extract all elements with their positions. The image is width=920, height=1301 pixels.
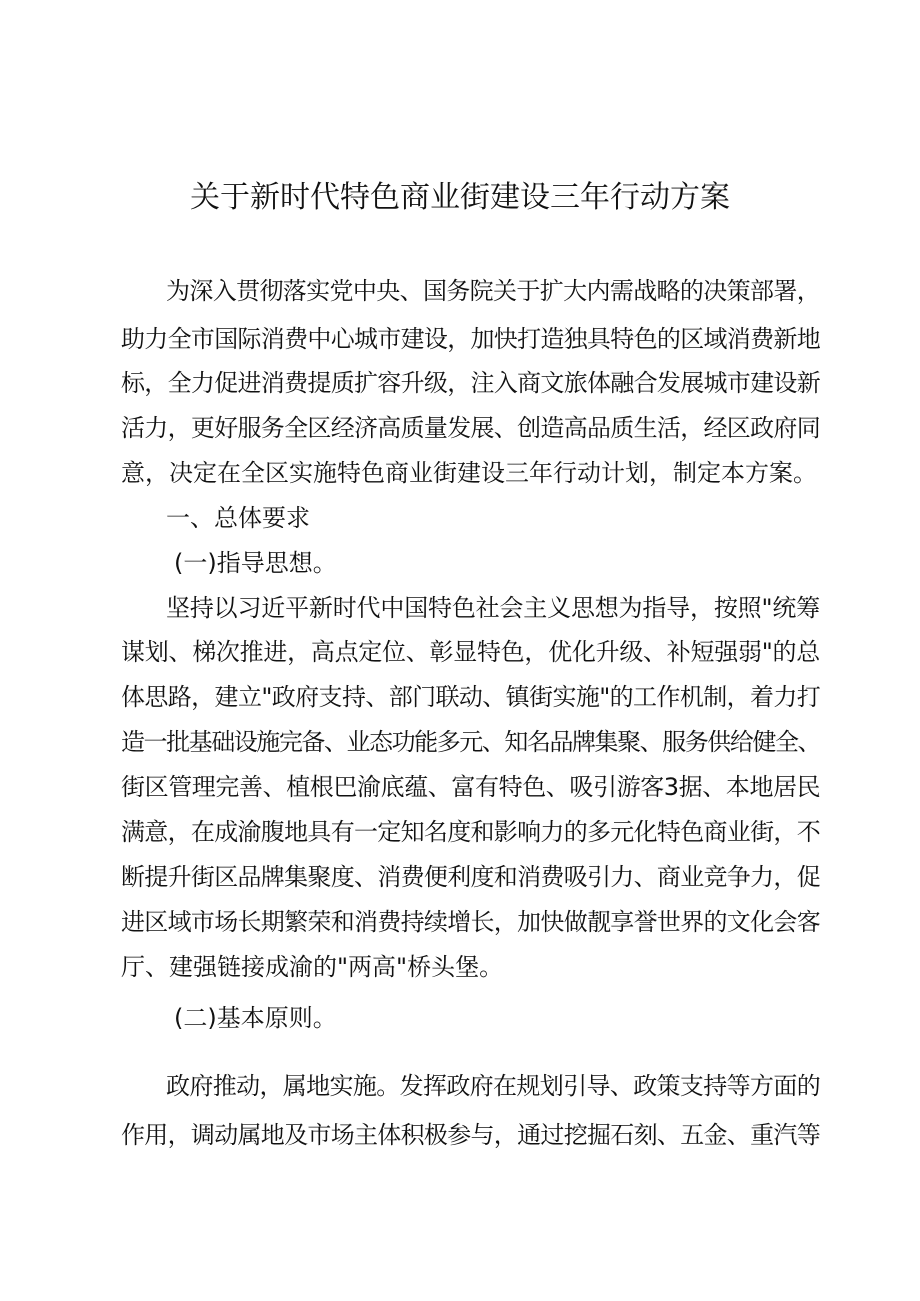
guiding-line: 体思路，建立"政府支持、部门联动、镇街实施"的工作机制，着力打 [121, 683, 821, 711]
guiding-line: 满意，在成渝腹地具有一定知名度和影响力的多元化特色商业街，不 [121, 818, 820, 846]
intro-line: 活力，更好服务全区经济高质量发展、创造高品质生活，经区政府同 [121, 414, 820, 442]
subsection-heading: (一)指导思想。 [174, 549, 337, 577]
guiding-line: 谋划、梯次推进，高点定位、彰显特色，优化升级、补短强弱"的总 [121, 638, 820, 666]
guiding-line: 坚持以习近平新时代中国特色社会主义思想为指导，按照"统筹 [166, 594, 820, 622]
guiding-line: 造一批基础设施完备、业态功能多元、知名品牌集聚、服务供给健全、 [121, 728, 821, 756]
principle-line: 作用，调动属地及市场主体积极参与，通过挖掘石刻、五金、重汽等 [121, 1121, 820, 1149]
intro-line: 为深入贯彻落实党中央、国务院关于扩大内需战略的决策部署， [166, 277, 821, 305]
intro-line: 助力全市国际消费中心城市建设，加快打造独具特色的区域消费新地 [121, 325, 820, 353]
intro-line: 意，决定在全区实施特色商业街建设三年行动计划，制定本方案。 [121, 459, 817, 487]
guiding-line: 进区域市场长期繁荣和消费持续增长，加快做靓享誉世界的文化会客 [121, 908, 820, 936]
guiding-line: 街区管理完善、植根巴渝底蕴、富有特色、吸引游客3据、本地居民 [121, 773, 821, 801]
intro-line: 标，全力促进消费提质扩容升级，注入商文旅体融合发展城市建设新 [121, 369, 820, 397]
section-heading: 一、总体要求 [166, 504, 310, 532]
guiding-line: 断提升街区品牌集聚度、消费便利度和消费吸引力、商业竞争力，促 [121, 863, 820, 891]
document-title: 关于新时代特色商业街建设三年行动方案 [190, 180, 730, 215]
guiding-line: 厅、建强链接成渝的"两高"桥头堡。 [121, 953, 504, 981]
principle-line: 政府推动，属地实施。发挥政府在规划引导、政策支持等方面的 [166, 1072, 821, 1100]
subsection-heading: (二)基本原则。 [174, 1004, 337, 1032]
